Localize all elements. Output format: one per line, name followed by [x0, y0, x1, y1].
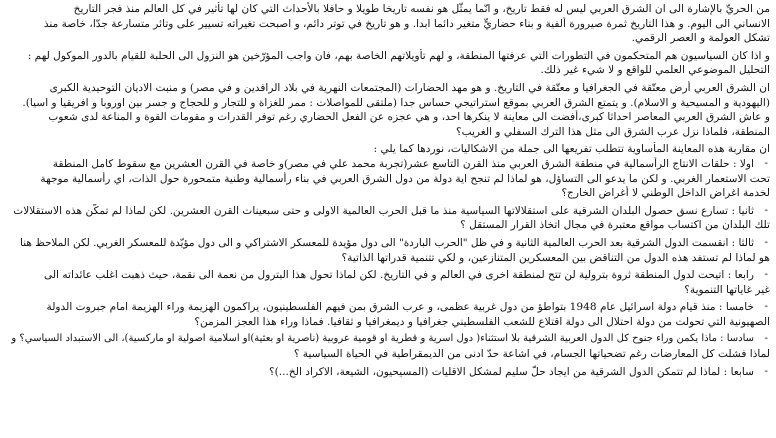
list-item-first-line: [8, 332, 770, 347]
text-line: سادسا : ماذا يكمن وراء جنوح كل الدول العربية الشرقية بلا استثناء( دول اسرية و قطرية او قومية عروبية (ناصرية او بعثية)او اسلامية اصولية او ماركسية)، الى الاستبداد السياسي؟ و: [11, 333, 754, 345]
text-line: تشكل العولمة و العصر الرقمي.: [631, 32, 770, 45]
paragraph: [8, 2, 770, 46]
bullet-marker: -: [764, 301, 768, 313]
list-item-first-line: [8, 300, 770, 315]
text-line: رابعا : اتيحت لدول المنطقة ثروة بترولية لن تتح لمنطقة اخرى في العالم و في التاريخ. لكن لماذا تحول هذا البترول من نعمة الى نقمة، حيث ذهبت اغلب عائداته الى: [44, 269, 754, 282]
text-line: ثانيا : تسارع نسق حصول البلدان الشرقية على استقلالاتها السياسية منذ ما قبل الحرب العالمية الاولى و حتى سبعينات القرن العشرين. لكن لماذا لم تمكّن هذه الاستقلالات: [13, 204, 754, 217]
list-item: [8, 300, 770, 329]
paragraph: [8, 142, 770, 157]
list-item: [8, 204, 770, 233]
text-line: المنطقة، فلماذا نزل عرب الشرق الى مثل هذا الترك السفلي و الغريب؟: [455, 125, 770, 138]
text-line: الصهيونية التي تحولت من دولة احتلال الى دولة اقتلاع للشعب الفلسطيني جغرافيا و ديمغرافيا و ثقافيا. فماذا وراء هذا العجز المزمن؟: [194, 315, 770, 328]
text-line: (اليهودية و المسيحية و الاسلام). و يتمتع الشرق العربي بموقع استراتيجي حساس جدا (ملتقى للمواصلات : ممر للغزاة و للتجار و للحجاج و جسر بين اوروبا و افريقيا و اسيا).: [22, 96, 770, 109]
bullet-marker: -: [764, 269, 768, 281]
list-item: [8, 332, 770, 361]
text-line: تحت الاستعمار الغربي. و لكن ما يدعو الى التساؤل، هو لماذا لم تنجح اية دولة من دول الشرق العربي في بناء رأسمالية وطنية متمحورة حول الذات، اي رأسمالية موجهة: [40, 172, 770, 185]
list-item-first-line: [8, 157, 770, 172]
text-line: تلك البلدان من اكتساب مواقع معتبرة في مجال اتخاذ القرار المستقل ؟: [460, 219, 770, 232]
text-line: سابعا : لماذا لم تتمكن الدول الشرقية من ايجاد حلّ سليم لمشكل الاقليات (المسيحيون، الشيعة، الاكراد الخ...)؟: [269, 365, 754, 378]
intro-paragraphs: [8, 2, 770, 157]
text-line: لخدمة اغراض الداخل الوطني لا أغراض الخارج؟: [561, 187, 770, 200]
paragraph: [8, 49, 770, 78]
text-line: و عاش الشرق العربي المعاصر احداثا كبرى،أفضت الى معاينة لا ينكرها احد، و هي عجزه عن الفعل الحضاري رغم توفر القدرات و مقومات القوة و المناعة لدى شعوب: [48, 111, 770, 124]
text-line: ان مقاربة هذه المعاينة المأساوية تتطلب تفريعها الى جملة من الاشكاليات، نوردها كما يلي :: [373, 143, 770, 156]
list-item-first-line: [8, 204, 770, 219]
text-line: التحليل الموضوعي العلمي للواقع و لا شيء غير ذلك.: [540, 64, 770, 77]
bullet-marker: -: [764, 204, 768, 216]
text-line: الانساني الى اليوم. و هذا التاريخ ثمرة صيرورة ألفية و بناء حضاريٍّ متغير دائما ابدا. و هو تاريخ في توتر دائم، و اصبحت تغيراته تسيير على وتائر متسارعة جدّا، خاصة منذ: [43, 17, 770, 30]
text-line: و اذا كان السياسيون هم المتحكمون في التطورات التي عرفتها المنطقة، و لهم تأويلاتهم الخاصة بهم، فان واجب المؤرّخين هو النزول الى الحلبة للقيام بالدور الموكول لهم :: [27, 49, 770, 62]
list-item-first-line: [8, 236, 770, 251]
text-line: من الحريِّ بالإشارة الى ان الشرق العربي ليس له فقط تاريخ، و انّما يمثّل هو نفسه تاريخا طويلا و حافلا بالأحداث التي كان لها تأثير في كل العالم منذ فجر التاريخ: [73, 3, 770, 15]
text-line: خامسا : منذ قيام دولة اسرائيل عام 1948 بتواطؤ من دول غربية عظمى، و عرب الشرق بمن فيهم الفلسطينيون، يراكمون الهزيمة وراء الهزيمة امام جبروت الدولة: [46, 301, 754, 314]
questions-list: [8, 157, 770, 379]
list-item-first-line: [8, 268, 770, 283]
bullet-marker: -: [764, 333, 768, 345]
text-line: ثالثا : انقسمت الدول الشرقية بعد الحرب العالمية الثانية و في ظل "الحرب الباردة" الى دول مؤيدة للمعسكر الاشتراكي و الى دول مؤيّدة للمعسكر الغربي. لكن الملاحظ هنا: [20, 236, 754, 249]
list-item: [8, 157, 770, 201]
list-item: [8, 365, 770, 380]
text-line: لماذا فشلت كل المعارضات رغم تضحياتها الجسام، في اشاعة حدّ ادنى من الديمقراطية في الحياة السياسية ؟: [293, 348, 770, 361]
bullet-marker: -: [764, 365, 768, 377]
text-line: هو لماذا لم تستفد هذه الدول من التناقض بين المعسكرين المتنازعين، و لكي تتنمية قدراتها الذاتية؟: [341, 251, 770, 264]
list-item: [8, 236, 770, 265]
bullet-marker: -: [764, 236, 768, 248]
paragraph: [8, 81, 770, 139]
text-line: ان الشرق العربي أرض معتّقة في الجغرافيا و معتّقة في التاريخ. و هو مهد الحضارات (المجتمعات النهرية في بلاد الرافدين و في مصر) و منبت الاديان التوحيدية الكبرى: [49, 81, 770, 94]
text-line: اولا : حلقات الانتاج الرأسمالية في منطقة الشرق العربي منذ القرن التاسع عشر(تجربة محمد علي في مصر)و خاصة في القرن العشرين مع سقوط كامل المنطقة: [52, 157, 754, 170]
list-item: [8, 268, 770, 297]
bullet-marker: -: [764, 157, 768, 169]
text-line: غير غاياتها التنموية؟: [684, 283, 770, 296]
list-item-first-line: [8, 365, 770, 380]
